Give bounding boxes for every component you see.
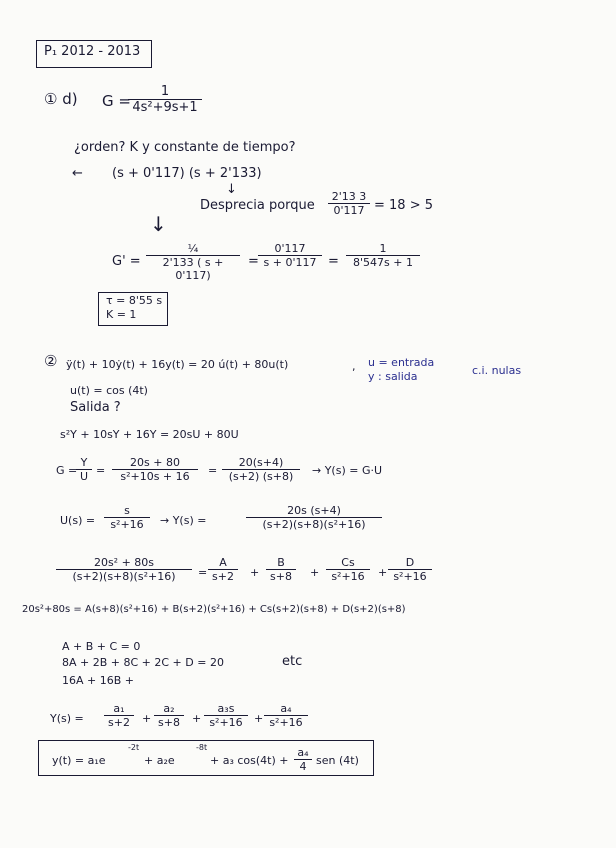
q2-final-lhs: y(t) = a₁e — [52, 754, 106, 767]
q2-pf-den: (s+2)(s+8)(s²+16) — [72, 570, 176, 583]
q2-u-def: u = entrada — [368, 356, 435, 369]
q1-g-lhs: G = — [102, 92, 131, 110]
q2-pfB-den: s+8 — [270, 570, 292, 583]
q1-gp2-fraction — [258, 242, 322, 269]
q1-gp3-fraction — [346, 242, 420, 269]
q2-a1-fraction — [104, 702, 134, 729]
q2-pf-lhs-fraction — [56, 556, 192, 583]
q2-a3-fraction — [204, 702, 248, 729]
q1-down-arrow-small: ↓ — [226, 182, 237, 197]
q2-salida-question: Salida ? — [70, 400, 121, 415]
q2-g-pre: G = — [56, 464, 78, 477]
q1-k: K = 1 — [106, 308, 137, 321]
q2-plus-2: + — [310, 566, 320, 579]
q2-etc: etc — [282, 654, 303, 669]
q1-gp2-eq: = — [328, 254, 339, 269]
q2-pfC-den: s²+16 — [331, 570, 365, 583]
q2-ys-plus-3: + — [254, 712, 264, 725]
q2-plus-3: + — [378, 566, 388, 579]
q2-a1-den: s+2 — [108, 716, 130, 729]
q2-g2-fraction — [222, 456, 300, 483]
q1-gp3-den: 8'547s + 1 — [353, 256, 413, 269]
q1-arrow-left: ← — [72, 166, 83, 181]
q2-final-tail: + a₃ cos(4t) + — [210, 754, 289, 767]
q2-sys3: 16A + 16B + — [62, 674, 134, 687]
q2-u-num: s — [104, 504, 150, 518]
q2-pfD-fraction — [388, 556, 432, 583]
q2-a2-num: a₂ — [154, 702, 184, 716]
q2-u-fraction — [104, 504, 150, 531]
q2-g2-num: 20(s+4) — [222, 456, 300, 470]
q1-gp3-num: 1 — [346, 242, 420, 256]
q1-label: ① d) — [44, 90, 78, 108]
q1-tau: τ = 8'55 s — [106, 294, 163, 307]
q2-y-def: y : salida — [368, 370, 418, 383]
q1-ratio-den: 0'117 — [333, 204, 365, 217]
q2-pfB-fraction — [266, 556, 296, 583]
q2-label: ② — [44, 352, 58, 370]
q2-pfA-den: s+2 — [212, 570, 234, 583]
q2-y-arrow: → Y(s) = — [160, 514, 207, 527]
q2-y-den: (s+2)(s+8)(s²+16) — [262, 518, 366, 531]
q2-final-exp1: -2t — [128, 743, 140, 752]
q2-g-den: s²+10s + 16 — [120, 470, 190, 483]
q2-g2-den: (s+2) (s+8) — [228, 470, 294, 483]
q2-g-eq1: = — [96, 464, 106, 477]
q2-g-num: 20s + 80 — [112, 456, 198, 470]
q2-pfC-fraction — [326, 556, 370, 583]
q2-ci: c.i. nulas — [472, 364, 522, 377]
q2-a2-fraction — [154, 702, 184, 729]
q2-plus-1: + — [250, 566, 260, 579]
q2-y-num: 20s (s+4) — [246, 504, 382, 518]
q1-gp2-num: 0'117 — [258, 242, 322, 256]
q2-a4f-fraction — [294, 746, 312, 773]
q1-gp-den: 2'133 ( s + 0'117) — [162, 256, 224, 282]
q2-ys-lhs: Y(s) = — [50, 712, 84, 725]
q2-final-end: sen (4t) — [316, 754, 359, 767]
q1-ratio-fraction — [328, 190, 370, 217]
q2-g-arrow: → Y(s) = G·U — [312, 464, 383, 477]
q1-gp-fraction — [146, 242, 240, 282]
q2-pfD-num: D — [388, 556, 432, 570]
q2-pfA-fraction — [208, 556, 238, 583]
q2-ys-plus-2: + — [192, 712, 202, 725]
q2-input: u(t) = cos (4t) — [70, 384, 148, 397]
q1-g-num: 1 — [128, 84, 202, 100]
q1-desprecia: Desprecia porque — [200, 198, 315, 213]
q2-pf-eq: = — [198, 566, 208, 579]
q2-pfA-num: A — [208, 556, 238, 570]
q2-pfB-num: B — [266, 556, 296, 570]
q2-g-lhs-fraction — [76, 456, 92, 483]
q2-y-fraction — [246, 504, 382, 531]
q2-pfD-den: s²+16 — [393, 570, 427, 583]
q2-sys1: A + B + C = 0 — [62, 640, 141, 653]
q2-g-lhs-num: Y — [76, 456, 92, 470]
q1-g-den: 4s²+9s+1 — [132, 100, 198, 115]
q2-a4f-num: a₄ — [294, 746, 312, 760]
q2-a4-den: s²+16 — [269, 716, 303, 729]
q1-ratio-num: 2'13 3 — [328, 190, 370, 204]
q2-sys2: 8A + 2B + 8C + 2C + D = 20 — [62, 656, 224, 669]
q2-ys-plus-1: + — [142, 712, 152, 725]
q2-pf-num: 20s² + 80s — [56, 556, 192, 570]
q2-u-lhs: U(s) = — [60, 514, 96, 527]
q1-gp-num: ¼ — [146, 242, 240, 256]
q1-down-arrow-big: ↓ — [150, 212, 167, 236]
q2-laplace: s²Y + 10sY + 16Y = 20sU + 80U — [60, 428, 239, 441]
q2-ode: ÿ(t) + 10ẏ(t) + 16y(t) = 20 ú(t) + 80u(t) — [66, 358, 289, 371]
q1-question: ¿orden? K y constante de tiempo? — [74, 140, 296, 155]
q2-a4-num: a₄ — [264, 702, 308, 716]
q1-ratio-result: = 18 > 5 — [374, 198, 433, 213]
q1-gp-lhs: G' = — [112, 254, 141, 269]
q2-pfC-num: Cs — [326, 556, 370, 570]
q2-final-exp2: -8t — [196, 743, 208, 752]
q2-expand: 20s²+80s = A(s+8)(s²+16) + B(s+2)(s²+16) + Cs(s+2)(s+8) + D(s+2)(s+8) — [22, 604, 406, 615]
q2-final-mid: + a₂e — [144, 754, 175, 767]
q2-a3-den: s²+16 — [209, 716, 243, 729]
q2-u-den: s²+16 — [110, 518, 144, 531]
q2-comma: , — [352, 360, 356, 373]
q2-g-fraction — [112, 456, 198, 483]
q2-a2-den: s+8 — [158, 716, 180, 729]
q2-g-lhs-den: U — [79, 470, 89, 483]
q2-a3-num: a₃s — [204, 702, 248, 716]
q1-g-fraction — [128, 84, 202, 115]
q1-factored: (s + 0'117) (s + 2'133) — [112, 166, 262, 181]
q2-a4f-den: 4 — [299, 760, 307, 773]
q2-a4-fraction — [264, 702, 308, 729]
q1-gp2-den: s + 0'117 — [263, 256, 317, 269]
q1-gp-eq: = — [248, 254, 259, 269]
page-title: P₁ 2012 - 2013 — [44, 44, 141, 59]
q2-a1-num: a₁ — [104, 702, 134, 716]
q2-g-eq2: = — [208, 464, 218, 477]
